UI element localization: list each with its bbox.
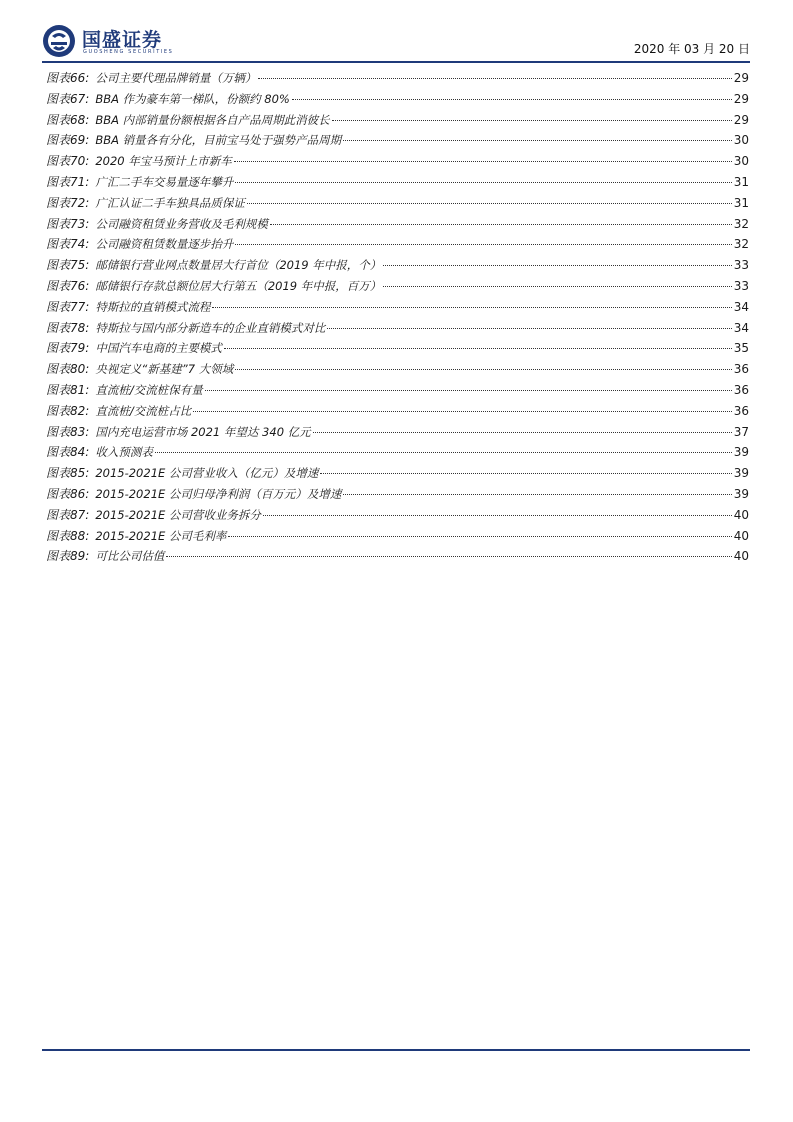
toc-dot-leader (235, 369, 732, 370)
toc-dot-leader (247, 203, 732, 204)
toc-entry-number: 67: (70, 91, 90, 106)
toc-entry-page: 32 (733, 237, 749, 252)
toc-entry[interactable] (46, 401, 749, 422)
toc-entry-page: 37 (733, 424, 749, 439)
toc-entry[interactable] (46, 318, 749, 339)
toc-entry[interactable] (46, 484, 749, 505)
toc-entry-number: 74: (70, 237, 90, 252)
toc-entry-number: 75: (70, 258, 90, 273)
toc-entry-page: 31 (733, 174, 749, 189)
toc-entry-label: 图表 (46, 237, 71, 252)
toc-entry-title: 邮储银行营业网点数量居大行首位（2019 年中报，个） (95, 258, 382, 273)
toc-dot-leader (320, 473, 731, 474)
toc-entry[interactable] (46, 297, 749, 318)
toc-entry-label: 图表 (46, 507, 71, 522)
toc-entry-number: 82: (70, 403, 90, 418)
toc-entry-title: 特斯拉与国内部分新造车的企业直销模式对比 (95, 320, 326, 335)
toc-dot-leader (212, 307, 731, 308)
toc-entry-label: 图表 (46, 486, 71, 501)
toc-entry-page: 31 (733, 195, 749, 210)
toc-entry-number: 78: (70, 320, 90, 335)
toc-entry-title: BBA 内部销量份额根据各自产品周期此消彼长 (95, 112, 330, 127)
toc-entry-title: 2015-2021E 公司营收业务拆分 (95, 507, 261, 522)
toc-entry-number: 72: (70, 195, 90, 210)
toc-entry-number: 71: (70, 174, 90, 189)
toc-entry-number: 68: (70, 112, 90, 127)
toc-entry[interactable] (46, 526, 749, 547)
brand-name-en: GUOSHENG SECURITIES (83, 49, 174, 55)
toc-entry[interactable] (46, 214, 749, 235)
toc-entry-label: 图表 (46, 341, 71, 356)
toc-dot-leader (383, 286, 731, 287)
toc-dot-leader (258, 78, 731, 79)
toc-entry-label: 图表 (46, 382, 71, 397)
toc-entry[interactable] (46, 505, 749, 526)
toc-dot-leader (292, 99, 732, 100)
toc-dot-leader (343, 494, 731, 495)
toc-entry[interactable] (46, 338, 749, 359)
toc-entry-title: 公司主要代理品牌销量（万辆） (95, 71, 257, 85)
toc-entry-title: 2015-2021E 公司毛利率 (95, 528, 227, 543)
toc-entry[interactable] (46, 110, 749, 131)
toc-entry-page: 33 (733, 258, 749, 273)
toc-entry-title: 可比公司估值 (95, 549, 165, 564)
toc-dot-leader (343, 140, 732, 141)
toc-dot-leader (234, 161, 732, 162)
toc-entry[interactable] (46, 130, 749, 151)
toc-dot-leader (313, 432, 732, 433)
toc-entry-page: 34 (733, 299, 749, 314)
toc-entry-title: 广汇认证二手车独具品质保证 (95, 195, 245, 210)
toc-entry[interactable] (46, 380, 749, 401)
toc-entry-page: 35 (733, 341, 749, 356)
toc-entry-title: 广汇二手车交易量逐年攀升 (95, 174, 234, 189)
toc-entry-number: 70: (70, 154, 90, 169)
toc-entry-title: 公司融资租赁数量逐步抬升 (95, 237, 234, 252)
toc-entry-label: 图表 (46, 528, 71, 543)
toc-entry-title: 直流桩/交流桩保有量 (95, 382, 203, 397)
toc-entry-label: 图表 (46, 445, 71, 460)
toc-entry[interactable] (46, 442, 749, 463)
toc-entry[interactable] (46, 422, 749, 443)
toc-entry[interactable] (46, 151, 749, 172)
toc-dot-leader (166, 556, 731, 557)
page-header (42, 22, 750, 60)
toc-entry-number: 80: (70, 362, 90, 377)
toc-dot-leader (263, 515, 732, 516)
guosheng-logo-icon (42, 24, 76, 58)
toc-entry-page: 33 (733, 278, 749, 293)
toc-entry-page: 30 (733, 154, 749, 169)
toc-entry-number: 81: (70, 382, 90, 397)
toc-entry-label: 图表 (46, 258, 71, 273)
toc-entry-label: 图表 (46, 91, 71, 106)
toc-entry[interactable] (46, 234, 749, 255)
toc-entry-page: 39 (733, 486, 749, 501)
toc-entry-label: 图表 (46, 133, 71, 148)
toc-entry-page: 39 (733, 445, 749, 460)
toc-entry-label: 图表 (46, 195, 71, 210)
toc-dot-leader (224, 348, 732, 349)
toc-entry-number: 89: (70, 549, 90, 564)
toc-entry[interactable] (46, 546, 749, 567)
toc-entry-title: BBA 销量各有分化，目前宝马处于强势产品周期 (95, 133, 342, 148)
toc-entry-label: 图表 (46, 362, 71, 377)
toc-entry-title: 中国汽车电商的主要模式 (95, 341, 222, 356)
toc-entry-title: BBA 作为豪车第一梯队，份额约 80% (95, 91, 290, 106)
toc-entry-title: 直流桩/交流桩占比 (95, 403, 192, 418)
toc-entry-label: 图表 (46, 278, 71, 293)
toc-entry-label: 图表 (46, 466, 71, 481)
toc-entry-label: 图表 (46, 154, 71, 169)
toc-entry-number: 69: (70, 133, 90, 148)
toc-entry[interactable] (46, 359, 749, 380)
toc-entry-page: 30 (733, 133, 749, 148)
toc-entry-number: 73: (70, 216, 90, 231)
toc-dot-leader (155, 452, 732, 453)
toc-entry-label: 图表 (46, 549, 71, 564)
toc-entry-label: 图表 (46, 216, 71, 231)
toc-entry-label: 图表 (46, 424, 71, 439)
toc-entry[interactable] (46, 172, 749, 193)
toc-entry-page: 29 (733, 91, 749, 106)
toc-entry-number: 77: (70, 299, 90, 314)
toc-entry-number: 83: (70, 424, 90, 439)
toc-entry-title: 央视定义“新基建”7 大领域 (95, 362, 234, 377)
toc-entry-page: 34 (733, 320, 749, 335)
toc-entry-label: 图表 (46, 71, 71, 85)
toc-entry-page: 36 (733, 362, 749, 377)
toc-dot-leader (235, 182, 731, 183)
toc-entry-number: 79: (70, 341, 90, 356)
toc-entry-title: 2015-2021E 公司归母净利润（百万元）及增速 (95, 486, 342, 501)
toc-entry-title: 邮储银行存款总额位居大行第五（2019 年中报，百万） (95, 278, 382, 293)
toc-entry-label: 图表 (46, 403, 71, 418)
report-date: 2020 年 03 月 20 日 (633, 42, 750, 56)
toc-entry-page: 36 (733, 382, 749, 397)
toc-dot-leader (327, 328, 731, 329)
toc-dot-leader (205, 390, 732, 391)
toc-entry-number: 85: (70, 466, 90, 481)
toc-entry-number: 86: (70, 486, 90, 501)
toc-dot-leader (332, 120, 732, 121)
toc-entry-page: 36 (733, 403, 749, 418)
toc-dot-leader (235, 244, 731, 245)
header-divider (42, 61, 750, 63)
toc-entry-title: 公司融资租赁业务营收及毛利规模 (95, 216, 268, 231)
toc-entry[interactable] (46, 89, 749, 110)
toc-entry-title: 收入预测表 (95, 445, 153, 460)
toc-entry-number: 87: (70, 507, 90, 522)
toc-entry[interactable] (46, 255, 749, 276)
toc-entry-page: 39 (733, 466, 749, 481)
toc-entry-label: 图表 (46, 174, 71, 189)
toc-entry-title: 特斯拉的直销模式流程 (95, 299, 211, 314)
toc-entry-number: 88: (70, 528, 90, 543)
toc-dot-leader (193, 411, 732, 412)
brand-name-cn: 国盛证券 (82, 29, 163, 51)
toc-entry-title: 2020 年宝马预计上市新车 (95, 154, 232, 169)
toc-entry-page: 29 (733, 71, 749, 85)
toc-entry-label: 图表 (46, 112, 71, 127)
toc-entry[interactable] (46, 463, 749, 484)
toc-dot-leader (228, 536, 731, 537)
toc-entry-number: 66: (70, 71, 90, 85)
toc-entry-page: 29 (733, 112, 749, 127)
toc-entry-page: 40 (733, 549, 749, 564)
toc-entry[interactable] (46, 193, 749, 214)
toc-entry-number: 84: (70, 445, 90, 460)
toc-entry-title: 2015-2021E 公司营业收入（亿元）及增速 (95, 466, 319, 481)
toc-entry[interactable] (46, 68, 749, 89)
toc-entry-number: 76: (70, 278, 90, 293)
toc-entry-label: 图表 (46, 320, 71, 335)
figure-list (46, 68, 749, 567)
toc-entry-title: 国内充电运营市场 2021 年望达 340 亿元 (95, 424, 311, 439)
toc-dot-leader (270, 224, 732, 225)
toc-entry-page: 40 (733, 507, 749, 522)
toc-entry-page: 40 (733, 528, 749, 543)
toc-dot-leader (383, 265, 731, 266)
toc-entry-label: 图表 (46, 299, 71, 314)
toc-entry-page: 32 (733, 216, 749, 231)
toc-entry[interactable] (46, 276, 749, 297)
footer-divider (42, 1049, 750, 1051)
